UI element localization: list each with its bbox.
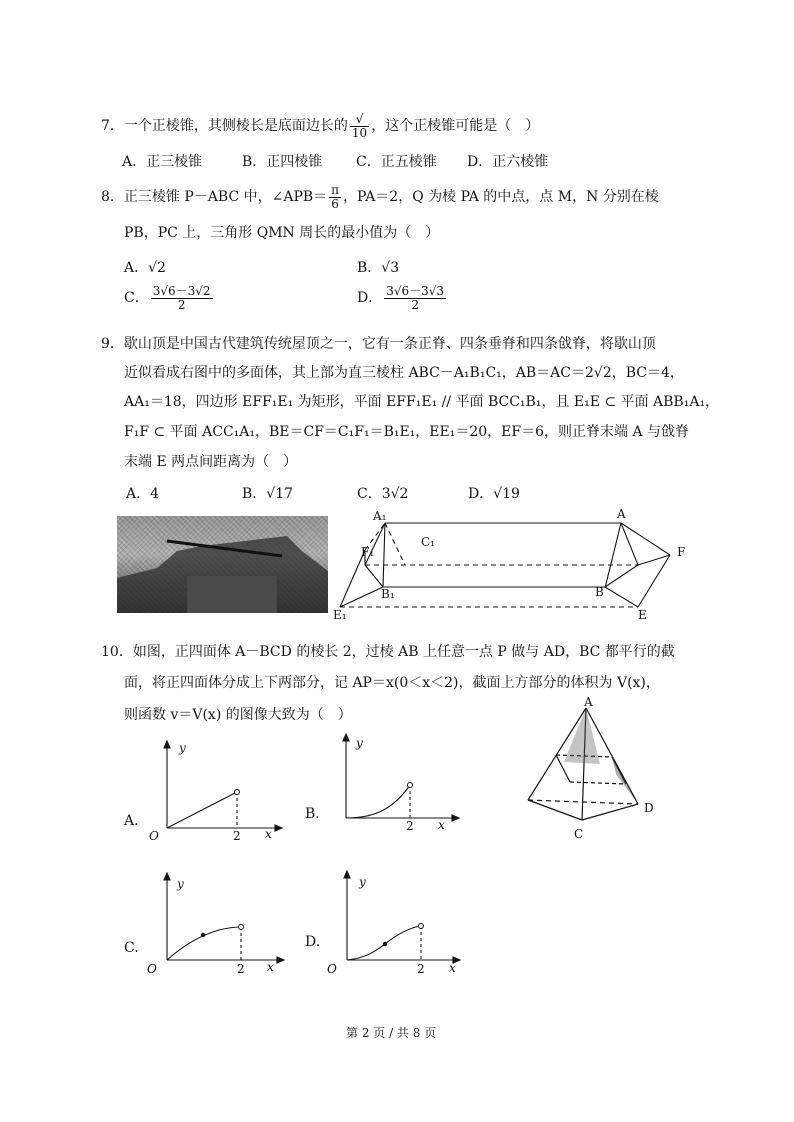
fig9-label-e: E <box>638 608 647 622</box>
q10-number: 10． <box>101 644 133 660</box>
q10-stem-line2: 面，将正四面体分成上下两部分，记 AP＝x(0＜x＜2)，截面上方部分的体积为 V(x)， <box>124 675 660 691</box>
q8-option-d-den: 2 <box>411 297 419 312</box>
q10-graph-b[interactable] <box>322 733 462 838</box>
page-footer: 第 2 页 / 共 8 页 <box>346 1026 437 1040</box>
graph-d-origin-label: O <box>327 962 337 976</box>
q7-option-d[interactable]: D．正六棱锥 <box>467 154 549 170</box>
graph-c-y-label: y <box>177 877 184 891</box>
q9-number: 9． <box>101 336 124 352</box>
q9-stem-line2: 近似看成右图中的多面体，其上部为直三棱柱 ABC－A₁B₁C₁，AB＝AC＝2√2，BC＝4， <box>124 365 684 381</box>
q7-text-after: ，这个正棱锥可能是（ ） <box>371 118 540 135</box>
fig10-label-a: A <box>584 695 593 709</box>
q10-option-d[interactable]: D. <box>305 934 321 950</box>
q8-option-d[interactable] <box>357 285 448 311</box>
q9-option-b[interactable]: B．√17 <box>242 486 294 502</box>
q8-line1-b: ，PA＝2，Q 为棱 PA 的中点，点 M，N 分别在棱 <box>343 189 659 206</box>
q7-option-a[interactable]: A．正三棱锥 <box>122 154 203 170</box>
q10-tetrahedron-figure <box>520 695 670 841</box>
q8-option-c-label: C． <box>124 290 149 307</box>
graph-d-y-label: y <box>359 875 366 889</box>
q8-option-c-frac <box>151 285 213 311</box>
q7-option-b[interactable]: B．正四棱锥 <box>242 154 323 170</box>
fig9-label-e1: E₁ <box>333 608 347 622</box>
fig9-label-a1: A₁ <box>373 509 387 523</box>
q9-polyhedron-figure <box>333 507 686 622</box>
q8-stem-line1 <box>101 184 659 210</box>
q10-line1-text: 如图，正四面体 A－BCD 的棱长 2，过棱 AB 上任意一点 P 做与 AD，BC 都平行的截 <box>132 644 675 660</box>
q9-option-c[interactable]: C．3√2 <box>357 486 409 502</box>
fig9-label-f: F <box>677 545 686 559</box>
q10-option-b[interactable]: B. <box>305 806 320 822</box>
fig9-label-b: B <box>595 585 604 599</box>
graph-c-x-label: x <box>267 960 274 974</box>
q10-option-a[interactable]: A. <box>124 813 139 829</box>
graph-c-origin-label: O <box>147 962 157 976</box>
q10-graph-c[interactable] <box>145 872 285 977</box>
q8-option-d-label: D． <box>357 290 383 307</box>
q8-option-a[interactable]: A．√2 <box>124 260 166 276</box>
q7-option-c[interactable]: C．正五棱锥 <box>356 154 437 170</box>
graph-d-tick-2: 2 <box>417 962 425 976</box>
q7-text-before: 一个正棱锥，其侧棱长是底面边长的 <box>123 118 348 135</box>
q8-fraction <box>329 184 341 210</box>
fig9-label-c1: C₁ <box>421 535 435 549</box>
q8-option-d-num: 3√6－3√3 <box>386 284 445 298</box>
hip-gable-roof-photo <box>117 516 328 613</box>
graph-c-tick-2: 2 <box>237 962 245 976</box>
graph-b-y-label: y <box>356 736 363 750</box>
graph-a-y-label: y <box>179 741 186 755</box>
q8-frac-den: 6 <box>331 196 339 211</box>
q8-stem-line2: PB，PC 上，三角形 QMN 周长的最小值为（ ） <box>124 225 440 241</box>
q9-option-a[interactable]: A．4 <box>126 486 160 502</box>
q8-option-d-frac <box>384 285 446 311</box>
graph-b-x-label: x <box>438 818 445 832</box>
roof-silhouette <box>117 516 328 613</box>
fig10-label-d: D <box>644 801 654 815</box>
graph-a-x-label: x <box>265 827 272 841</box>
q8-number: 8． <box>101 189 124 206</box>
q8-option-c[interactable] <box>124 285 215 311</box>
graph-b-tick-2: 2 <box>406 819 414 833</box>
q10-option-c[interactable]: C. <box>124 940 139 956</box>
q7-stem <box>101 113 539 139</box>
q9-option-d[interactable]: D．√19 <box>468 486 520 502</box>
q8-option-c-den: 2 <box>177 297 186 312</box>
q10-stem-line3: 则函数 v＝V(x) 的图像大致为（ ） <box>124 707 352 723</box>
q8-line1-a: 正三棱锥 P－ABC 中，∠APB＝ <box>123 189 328 206</box>
q7-fraction <box>350 113 369 139</box>
q7-number: 7． <box>101 118 124 135</box>
q9-line1-text: 歇山顶是中国古代建筑传统屋顶之一，它有一条正脊、四条垂脊和四条戗脊，将歇山顶 <box>123 336 656 352</box>
fig9-label-f1: F₁ <box>361 545 375 559</box>
q7-frac-num: √ <box>350 113 369 127</box>
fig9-label-a: A <box>617 507 626 521</box>
graph-a-origin-label: O <box>149 829 159 843</box>
q9-stem-line1 <box>101 333 656 353</box>
q8-option-c-num: 3√6－3√2 <box>152 284 211 298</box>
fig9-label-b1: B₁ <box>381 587 395 601</box>
q10-graph-a[interactable] <box>145 740 285 845</box>
q9-stem-line5: 末端 E 两点间距离为（ ） <box>124 454 298 470</box>
q10-graph-d[interactable] <box>325 870 465 975</box>
q9-stem-line3: AA₁＝18，四边形 EFF₁E₁ 为矩形，平面 EFF₁E₁ // 平面 BCC₁B₁，且 E₁E ⊂ 平面 ABB₁A₁， <box>124 394 720 410</box>
q8-option-b[interactable]: B．√3 <box>357 260 400 276</box>
q8-frac-num: π <box>331 183 340 197</box>
q7-frac-den: 10 <box>351 125 368 140</box>
q10-stem-line1 <box>101 641 675 661</box>
graph-d-x-label: x <box>449 961 456 975</box>
fig10-label-c: C <box>574 827 584 841</box>
graph-a-tick-2: 2 <box>233 829 241 843</box>
q9-stem-line4: F₁F ⊂ 平面 ACC₁A₁，BE＝CF＝C₁F₁＝B₁E₁，EE₁＝20，EF＝6，则正脊末端 A 与戗脊 <box>124 424 690 440</box>
